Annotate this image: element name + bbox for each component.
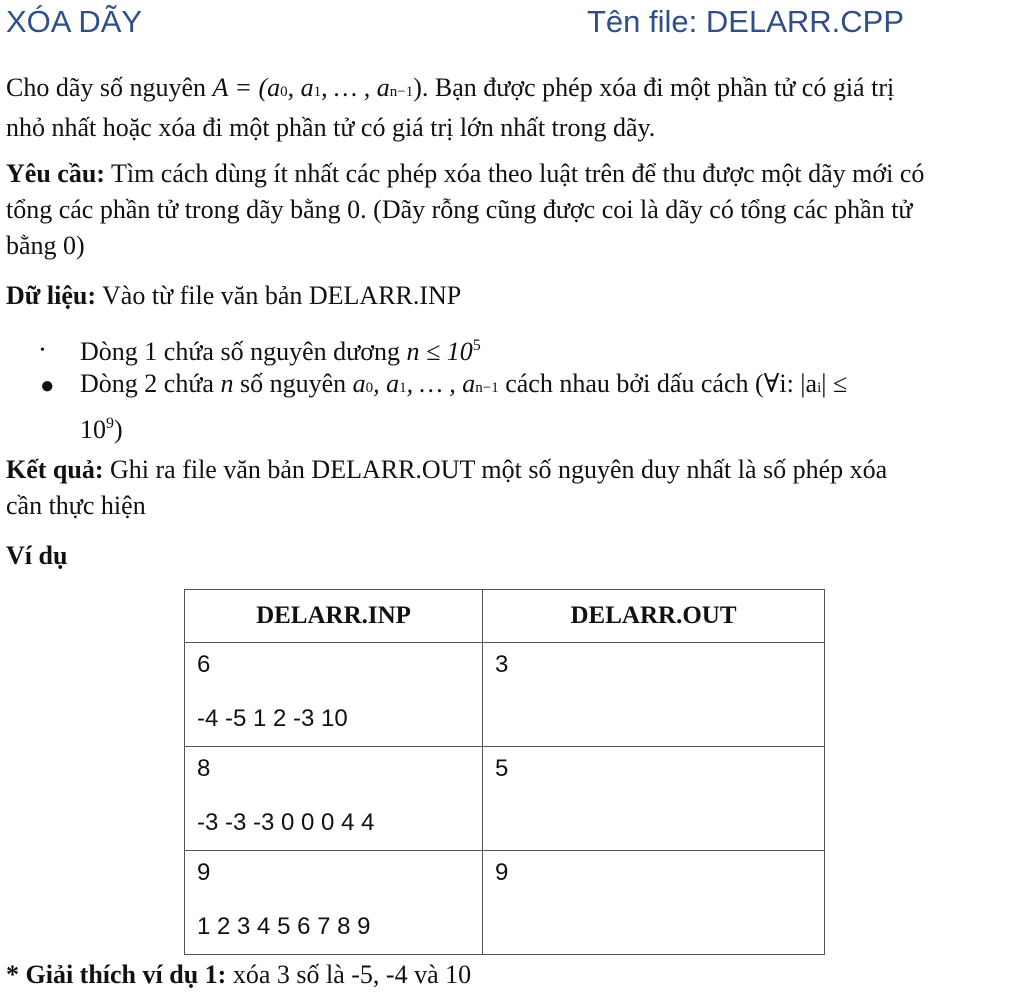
file-name-label: Tên file: DELARR.CPP <box>587 4 904 39</box>
input-cell: 8 -3 -3 -3 0 0 0 4 4 <box>185 747 483 851</box>
header-delarr-inp: DELARR.INP <box>185 590 483 643</box>
bullet-item-2: Dòng 2 chứa n số nguyên a0, a1, … , an−1 cách nhau bởi dấu cách (∀i: |ai| ≤ $10^9$) <box>80 369 848 444</box>
output-line-2: cần thực hiện <box>6 491 146 520</box>
requirement-paragraph <box>6 156 1006 264</box>
explanation-paragraph: * Giải thích ví dụ 1: xóa 3 số là -5, -4 và 10 <box>6 960 472 989</box>
table-row <box>185 747 825 851</box>
intro-line-1: Cho dãy số nguyên A = (a0, a1, … , an−1). Bạn được phép xóa đi một phần tử có giá trị <box>6 73 895 102</box>
output-cell: 5 <box>483 747 825 851</box>
requirement-label: Yêu cầu: <box>6 159 105 188</box>
intro-paragraph <box>6 70 1006 146</box>
requirement-line-1: Yêu cầu: Tìm cách dùng ít nhất các phép xóa theo luật trên để thu được một dãy mới có <box>6 159 925 188</box>
output-cell: 9 <box>483 851 825 955</box>
requirement-line-3: bằng 0) <box>6 231 85 260</box>
example-table <box>184 589 825 955</box>
output-label: Kết quả: <box>6 455 104 484</box>
bullet-icon: • <box>40 343 45 358</box>
bullet-icon: ● <box>40 373 55 399</box>
output-line-1: Kết quả: Ghi ra file văn bản DELARR.OUT một số nguyên duy nhất là số phép xóa <box>6 455 888 484</box>
header-delarr-out: DELARR.OUT <box>483 590 825 643</box>
input-label: Dữ liệu: <box>6 281 96 310</box>
table-row <box>185 851 825 955</box>
document-header <box>6 4 1014 48</box>
output-cell: 3 <box>483 643 825 747</box>
intro-line-2: nhỏ nhất hoặc xóa đi một phần tử có giá trị lớn nhất trong dãy. <box>6 113 656 142</box>
requirement-line-2: tổng các phần tử trong dãy bằng 0. (Dãy rỗng cũng được coi là dãy có tổng các phần tử <box>6 195 913 224</box>
input-cell: 6 -4 -5 1 2 -3 10 <box>185 643 483 747</box>
input-cell: 9 1 2 3 4 5 6 7 8 9 <box>185 851 483 955</box>
bullet-item-1: Dòng 1 chứa số nguyên dương $n \le 10^5$ <box>80 337 481 366</box>
table-row <box>185 643 825 747</box>
explanation-label: * Giải thích ví dụ 1: <box>6 960 227 989</box>
example-heading: Ví dụ <box>6 541 68 570</box>
problem-title: XÓA DÃY <box>6 4 143 39</box>
table-header-row <box>185 590 825 643</box>
input-paragraph: Dữ liệu: Vào từ file văn bản DELARR.INP <box>6 281 462 310</box>
output-paragraph <box>6 452 1006 524</box>
